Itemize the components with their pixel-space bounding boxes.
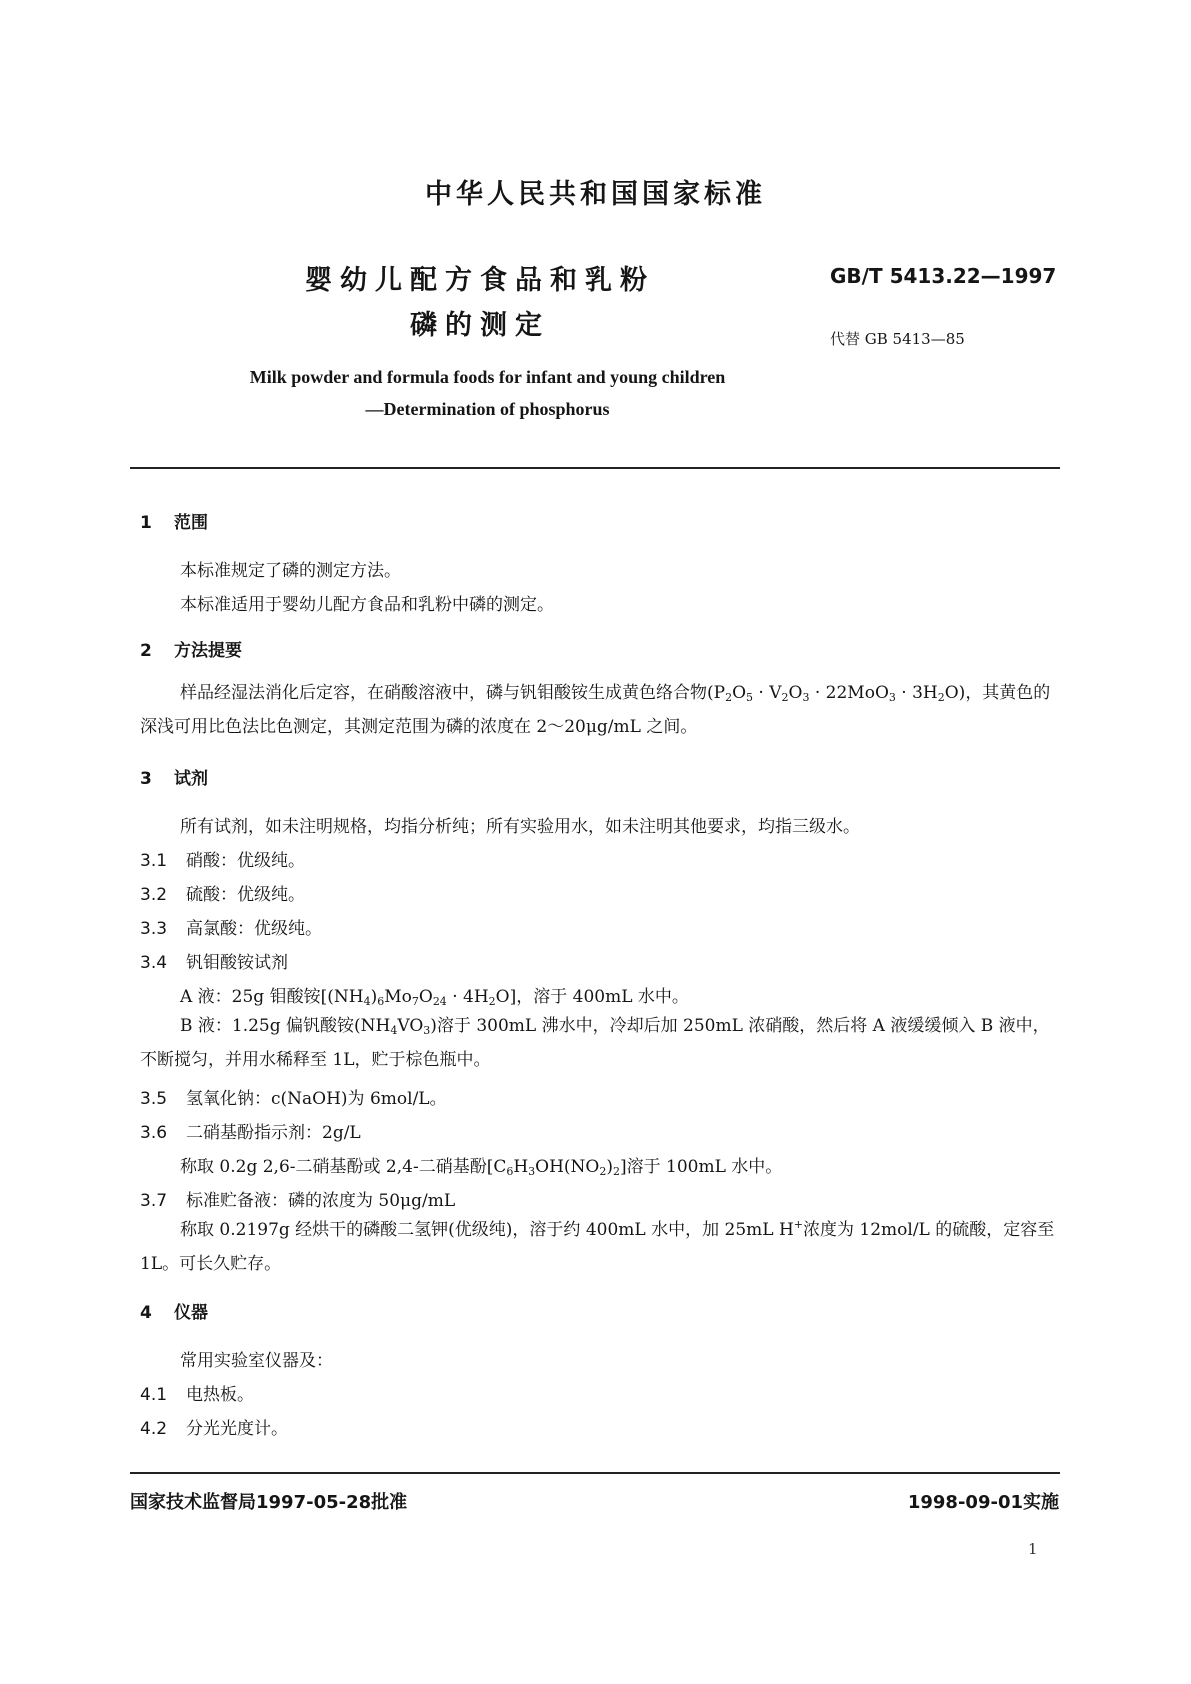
method-summary-paragraph: 样品经湿法消化后定容，在硝酸溶液中，磷与钒钼酸铵生成黄色络合物$(P_2O_5 \cdot V_2O_3 \cdot 22MoO_3 \cdot 3H_2O)$，其黄色的深浅可用比色法比色测定，其测定范围为磷的浓度在 2～20μg/mL 之间。	[140, 683, 1051, 737]
footer-divider	[130, 1472, 1060, 1474]
effective-date: 1998-09-01实施	[907, 1492, 1059, 1513]
standard-number: GB/T 5413.22—1997	[830, 264, 1057, 288]
section-4-heading	[140, 1298, 208, 1323]
replaces-standard: 代替 GB 5413—85	[830, 330, 965, 348]
approval-date: 国家技术监督局1997-05-28批准	[130, 1492, 408, 1513]
header-divider	[130, 467, 1060, 469]
section-title: 方法提要	[174, 641, 242, 661]
paragraph: 所有试剂，如未注明规格，均指分析纯；所有实验用水，如未注明其他要求，均指三级水。	[180, 817, 860, 837]
stock-solution-paragraph: 称取 0.2197g 经烘干的磷酸二氢钾(优级纯)，溶于约 400mL 水中，加 25mL H+浓度为 12mol/L 的硫酸，定容至 1L。可长久贮存。	[140, 1218, 1055, 1274]
section-1-heading	[140, 508, 208, 533]
list-item: 3.3 高氯酸：优级纯。	[140, 919, 322, 939]
english-subtitle: —Determination of phosphorus	[365, 399, 610, 419]
section-title: 仪器	[174, 1303, 208, 1323]
english-title: Milk powder and formula foods for infant and young children	[249, 367, 726, 387]
document-subtitle: 磷的测定	[410, 310, 550, 341]
list-item: 3.1 硝酸：优级纯。	[140, 851, 305, 871]
list-item: 3.7 标准贮备液：磷的浓度为 50μg/mL	[140, 1191, 456, 1211]
list-item: 3.2 硫酸：优级纯。	[140, 885, 305, 905]
section-title: 试剂	[174, 769, 208, 789]
reagent-b-paragraph: B 液：1.25g 偏钒酸铵$(NH_4VO_3)$溶于 300mL 沸水中，冷却后加 250mL 浓硝酸，然后将 A 液缓缓倾入 B 液中，不断搅匀，并用水稀释至 1L，贮于棕色瓶中。	[140, 1016, 1050, 1070]
list-item: 4.1 电热板。	[140, 1385, 254, 1405]
list-item: 4.2 分光光度计。	[140, 1419, 288, 1439]
list-item: 3.6 二硝基酚指示剂：2g/L	[140, 1123, 361, 1143]
section-2-heading	[140, 636, 242, 661]
section-title: 范围	[174, 513, 208, 533]
section-3-heading	[140, 764, 208, 789]
paragraph: 本标准规定了磷的测定方法。	[180, 561, 401, 581]
section-number: 3	[140, 769, 152, 789]
list-item: 3.5 氢氧化钠：c(NaOH)为 6mol/L。	[140, 1089, 447, 1109]
paragraph: 常用实验室仪器及：	[180, 1351, 333, 1371]
paragraph: 本标准适用于婴幼儿配方食品和乳粉中磷的测定。	[180, 595, 554, 615]
indicator-paragraph: 称取 0.2g 2,6-二硝基酚或 2,4-二硝基酚$[C_6H_3OH(NO_2)_2]$溶于 100mL 水中。	[180, 1157, 783, 1178]
section-number: 2	[140, 641, 152, 661]
page-number: 1	[1028, 1540, 1038, 1558]
list-item: 3.4 钒钼酸铵试剂	[140, 953, 288, 973]
document-title: 婴幼儿配方食品和乳粉	[305, 265, 655, 296]
section-number: 1	[140, 513, 152, 533]
national-standard-heading: 中华人民共和国国家标准	[425, 179, 766, 210]
section-number: 4	[140, 1303, 152, 1323]
reagent-a-paragraph: A 液：25g 钼酸铵$[(NH_4)_6Mo_7O_{24} \cdot 4H_2O]$，溶于 400mL 水中。	[180, 987, 689, 1008]
